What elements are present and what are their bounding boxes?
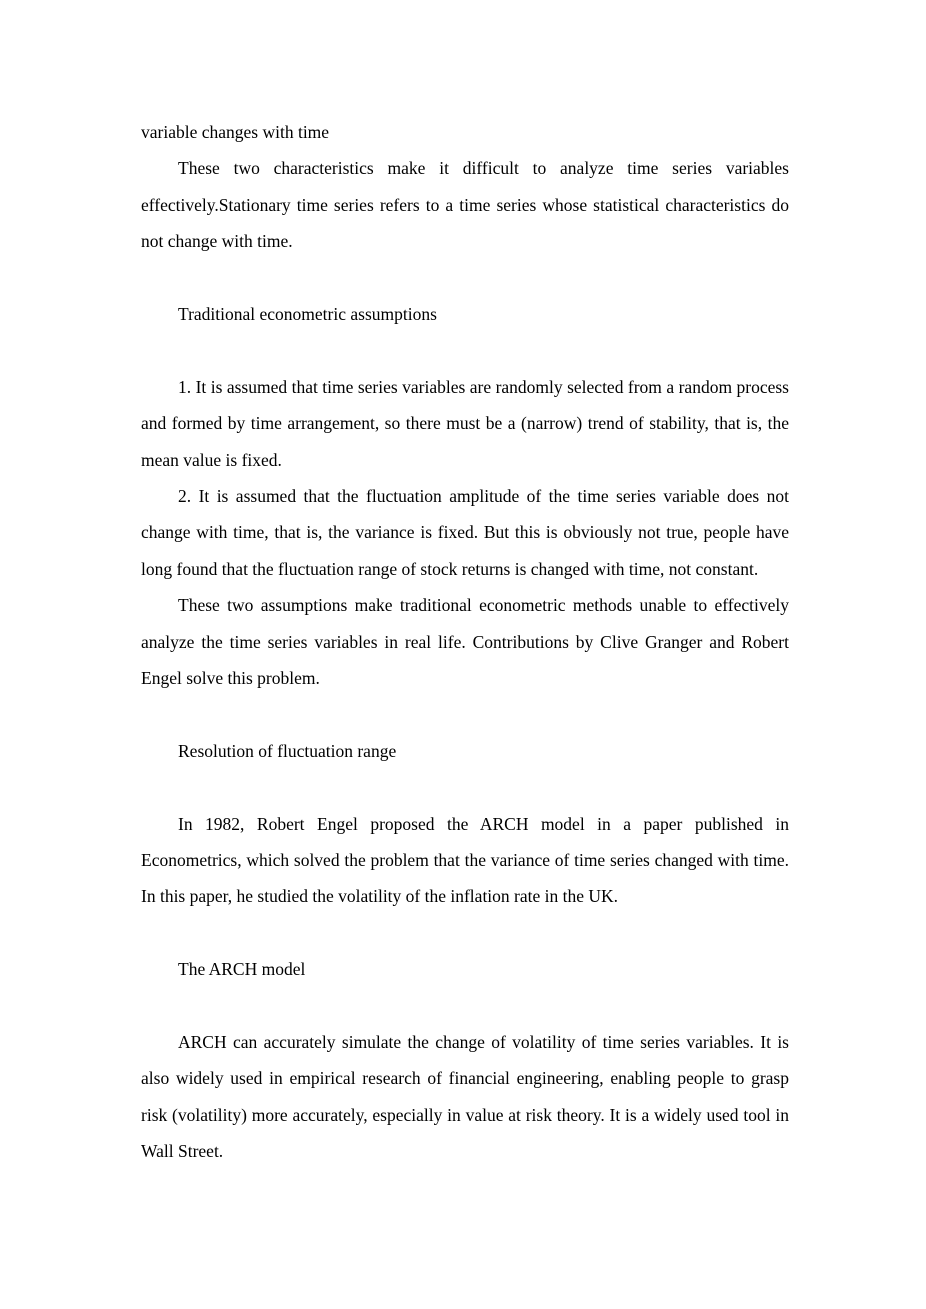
section-heading-traditional: Traditional econometric assumptions (178, 304, 437, 325)
paragraph-assumptions-summary: These two assumptions make traditional econometric methods unable to effectively analyze the time series variables in real life. Contributions by Clive Granger and Robert Engel solve this problem. (141, 595, 789, 689)
paragraph-continuation: variable changes with time (141, 122, 330, 142)
paragraph-arch: ARCH can accurately simulate the change of volatility of time series variables. It is also widely used in empirical research of financial engineering, enabling people to grasp risk (volatility) more accurately, especially in value at risk theory. It is a widely used tool in Wall Street. (141, 1032, 789, 1162)
paragraph-characteristics: These two characteristics make it difficult to analyze time series variables effectively.Stationary time series refers to a time series whose statistical characteristics do not change with time. (141, 158, 789, 252)
section-heading-arch: The ARCH model (178, 959, 306, 980)
paragraph-resolution: In 1982, Robert Engel proposed the ARCH model in a paper published in Econometrics, which solved the problem that the variance of time series changed with time. In this paper, he studied the volatility of the inflation rate in the UK. (141, 813, 789, 907)
document-body (141, 114, 789, 1170)
assumption-1: 1. It is assumed that time series variables are randomly selected from a random process and formed by time arrangement, so there must be a (narrow) trend of stability, that is, the mean value is fixed. (141, 376, 789, 470)
assumption-2: 2. It is assumed that the fluctuation amplitude of the time series variable does not change with time, that is, the variance is fixed. But this is obviously not true, people have long found that the fluctuation range of stock returns is changed with time, not constant. (141, 486, 789, 579)
section-heading-resolution: Resolution of fluctuation range (178, 740, 397, 761)
